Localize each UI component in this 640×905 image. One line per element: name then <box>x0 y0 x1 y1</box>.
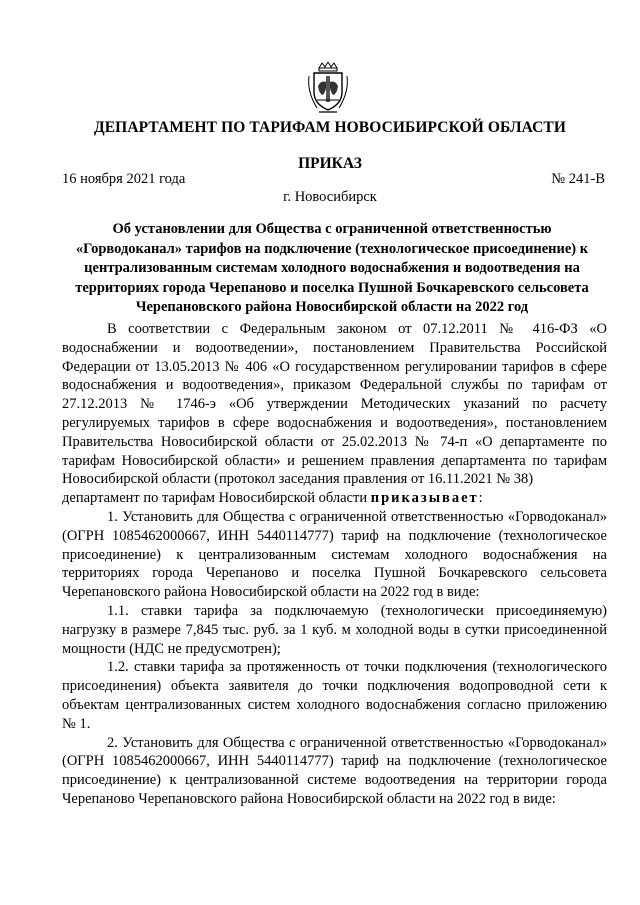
coat-of-arms-emblem-icon <box>305 62 351 114</box>
orders-word: приказывает <box>370 490 479 507</box>
item-1-paragraph: 1. Установить для Общества с ограниченной ответственностью «Горводоканал» (ОГРН 1085462000667, ИНН 5440114777) тариф на подключение (технологическое присоединение) к централизованным системам холодного водоснабжения на территориях города Черепаново и поселка Пушной Бочкаревского сельсовета Черепановского района Новосибирской области на 2022 год в виде: <box>62 508 607 601</box>
order-subject: Об установлении для Общества с ограниченной ответственностью «Горводоканал» тарифов на подключение (технологическое присоединение) к централизованным системам холодного водоснабжения и водоотведения на территориях города Черепаново и поселка Пушной Бочкаревского сельсовета Черепановского района Новосибирской области на 2022 год <box>75 221 589 315</box>
item-2-paragraph: 2. Установить для Общества с ограниченной ответственностью «Горводоканал» (ОГРН 1085462000667, ИНН 5440114777) тариф на подключение (технологическое присоединение) к централизованной системе водоотведения на территории города Черепаново Черепановского района Новосибирской области на 2022 год в виде: <box>62 734 607 807</box>
orders-prefix: департамент по тарифам Новосибирской области <box>62 490 371 507</box>
item-1-2-paragraph: 1.2. ставки тарифа за протяженность от точки подключения (технологического присоединения) объекта заявителя до точки подключения водопроводной сети к объектам централизованных систем холодного водоснабжения согласно приложению № 1. <box>62 659 607 732</box>
preamble-paragraph: В соответствии с Федеральным законом от 07.12.2011 № 416-ФЗ «О водоснабжении и водоотведении», постановлением Правительства Российской Федерации от 13.05.2013 № 406 «О государственном регулировании тарифов в сфере водоснабжения и водоотведения», приказом Федеральной службы по тарифам от 27.12.2013 № 1746-э «Об утверждении Методических указаний по расчету регулируемых тарифов в сфере водоснабжения и водоотведения», постановлением Правительства Новосибирской области от 25.02.2013 № 74-п «О департаменте по тарифам Новосибирской области» и решением правления департамента по тарифам Новосибирской области (протокол заседания правления от 16.11.2021 № 38) <box>62 321 607 488</box>
orders-suffix: : <box>478 490 483 507</box>
order-body <box>62 320 607 809</box>
order-number: № 241-В <box>551 171 605 187</box>
order-date: 16 ноября 2021 года <box>62 171 186 187</box>
item-1-1-paragraph: 1.1. ставки тарифа за подключаемую (технологически присоединяемую) нагрузку в размере 7,845 тыс. руб. за 1 куб. м холодной воды в сутки присоединенной мощности (НДС не предусмотрен); <box>62 602 607 657</box>
order-city: г. Новосибирск <box>283 189 377 205</box>
orders-paragraph <box>62 489 607 508</box>
department-heading: ДЕПАРТАМЕНТ ПО ТАРИФАМ НОВОСИБИРСКОЙ ОБЛАСТИ <box>93 119 567 136</box>
order-title: ПРИКАЗ <box>298 155 362 172</box>
